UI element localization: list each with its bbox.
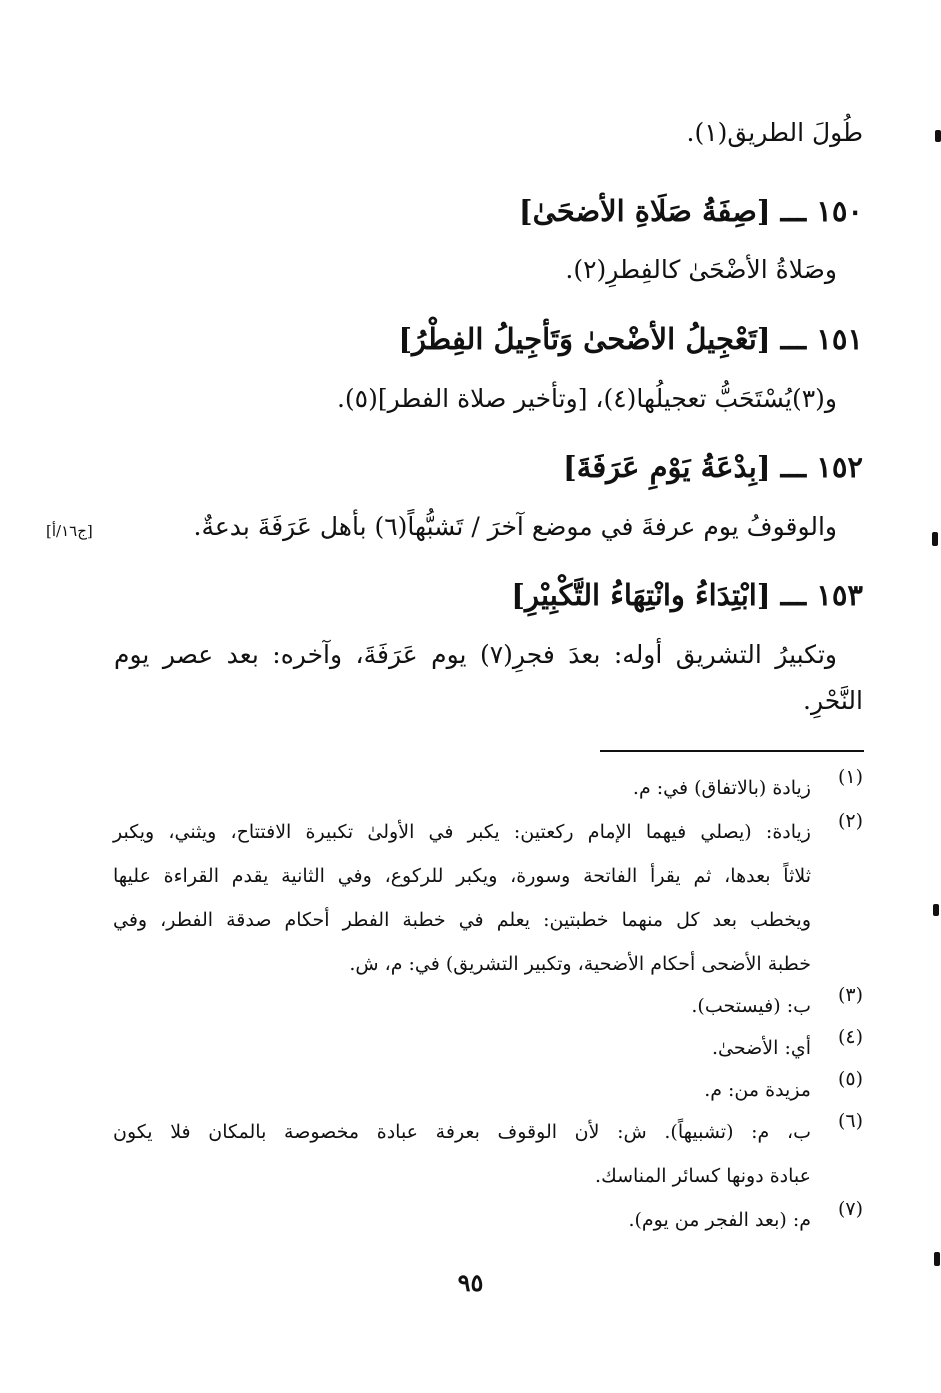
section-text: و(٣)يُسْتَحَبُّ تعجيلُها(٤)، [وتأخير صلاة الفطر](٥). <box>336 384 837 413</box>
footnote-line: ب: (فيستحب). <box>691 995 811 1017</box>
footnote-line: خطبة الأضحى أحكام الأضحية، وتكبير التشريق) في: م، ش. <box>349 953 811 975</box>
footnote-1 <box>113 766 863 810</box>
margin-folio-note: [ج١٦/أ] <box>46 522 93 540</box>
footnote-line: ويخطب بعد كل منهما خطبتين: يعلم في خطبة الفطر أحكام صدقة الفطر، وفي <box>113 909 811 931</box>
footnote-4 <box>113 1026 863 1070</box>
footnote-number: (٦) <box>837 1110 863 1132</box>
footnote-number: (٣) <box>837 984 863 1006</box>
section-number: ١٥٣ ـــ <box>780 578 863 612</box>
footnote-line: أي: الأضحىٰ. <box>712 1037 811 1059</box>
footnote-line: ثلاثاً بعدها، ثم يقرأ الفاتحة وسورة، ويكبر للركوع، وفي الثانية يقدم القراءة عليها <box>113 865 811 887</box>
footnote-5 <box>113 1068 863 1112</box>
section-text: وتكبيرُ التشريق أوله: بعدَ فجرِ(٧) يوم عَرَفَةَ، وآخره: بعد عصر يوم <box>114 640 837 669</box>
footnote-line: م: (بعد الفجر من يوم). <box>628 1209 811 1231</box>
footnote-3 <box>113 984 863 1028</box>
section-heading-153 <box>100 578 863 612</box>
section-number: ١٥١ ـــ <box>780 322 863 356</box>
footnote-line: ب، م: (تشبيهاً). ش: لأن الوقوف بعرفة عبادة مخصوصة بالمكان فلا يكون <box>113 1121 811 1143</box>
section-title: [ابْتِدَاءُ وانْتِهَاءُ التَّكْبِيْرِ] <box>511 578 771 612</box>
section-number: ١٥٠ ـــ <box>780 194 863 228</box>
section-number: ١٥٢ ـــ <box>780 450 863 484</box>
scan-edge-mark <box>932 532 938 546</box>
footnote-separator <box>600 750 864 752</box>
footnote-line: عبادة دونها كسائر المناسك. <box>595 1165 811 1187</box>
footnote-line: زيادة: (يصلي فيهما الإمام ركعتين: يكبر في الأولىٰ تكبيرة الافتتاح، ويثني، ويكبر <box>113 821 811 843</box>
footnote-number: (٤) <box>837 1026 863 1048</box>
scan-edge-mark <box>935 130 941 142</box>
intro-line: طُولَ الطريق(١). <box>686 118 863 147</box>
footnote-number: (٥) <box>837 1068 863 1090</box>
scan-edge-mark <box>933 904 939 916</box>
footnote-number: (١) <box>837 766 863 788</box>
footnote-line: مزيدة من: م. <box>704 1079 811 1101</box>
section-heading-151 <box>100 322 863 356</box>
section-heading-152 <box>100 450 863 484</box>
section-title: [صِفَةُ صَلَاةِ الأضحَىٰ] <box>518 194 771 228</box>
section-title: [تَعْجِيلُ الأضْحىٰ وَتَأجِيلُ الفِطْرُ] <box>398 322 771 356</box>
footnote-line: زيادة (بالاتفاق) في: م. <box>632 777 811 799</box>
footnote-2 <box>113 810 863 986</box>
section-text: والوقوفُ يوم عرفةَ في موضع آخرَ / تَشبُّهاً(٦) بأهل عَرَفَةَ بدعةٌ. <box>193 512 837 541</box>
scan-edge-mark <box>934 1252 940 1266</box>
footnote-7 <box>113 1198 863 1242</box>
page-number: ٩٥ <box>457 1268 484 1297</box>
footnote-number: (٧) <box>837 1198 863 1220</box>
section-title: [بِدْعَةُ يَوْمِ عَرَفَةَ] <box>563 450 771 484</box>
footnote-6 <box>113 1110 863 1198</box>
footnote-number: (٢) <box>837 810 863 832</box>
section-heading-150 <box>100 194 863 228</box>
section-text: النَّحْرِ. <box>803 686 863 715</box>
section-text: وصَلاةُ الأضْحَىٰ كالفِطرِ(٢). <box>565 255 837 284</box>
